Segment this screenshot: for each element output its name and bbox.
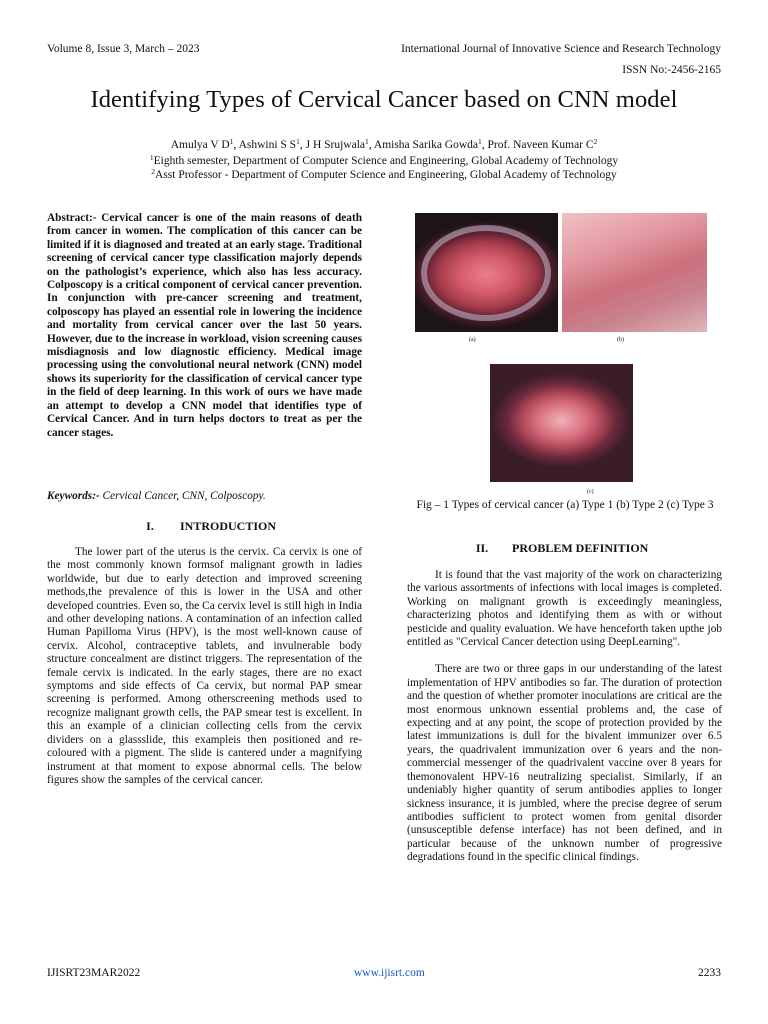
footer-paper-id: IJISRT23MAR2022 <box>47 967 141 979</box>
abstract <box>47 212 362 440</box>
figure-image-type2 <box>562 213 707 332</box>
author-name: Amisha Sarika Gowda <box>373 139 479 151</box>
author-name: Prof. Naveen Kumar C <box>487 139 594 151</box>
problem-body <box>407 569 722 879</box>
author-sup: 1 <box>229 137 234 146</box>
affiliation <box>0 155 768 167</box>
paragraph: The lower part of the uterus is the cervix. Ca cervix is one of the most commonly known formsof malignant growth in ladies worldwide, but due to early detection and improved screening methods,the prevalence of this is lower in the USA and other developed countries. Even so, the Ca cervix level is still high in India and other developing nations. A contamination of an infection called Human Papilloma Virus (HPV), is the most well-known cause of cervix. Alcohol, contraceptive tablets, and invulnerable body structure concealment are distinct triggers. The representation of the female cervix is indicated. In the early stages, there are no exact symptoms and side effects of Ca cervix, but normal PAP smear screening is performed. Among otherscreening methods used to recognize malignant growth cells, the PAP smear test is excellent. In this an example of a clinician collecting cells from the cervix dividers on a glassslide, this exampleis then positioned and re-coloured with a pigment. The slide is cantered under a magnifying instrument at that moment to expose abnormal cells. The below figures show the samples of the cervical cancer. <box>47 546 362 786</box>
author-list: Amulya V $D^1$, Ashwini S $S^1$, J H Srujwala$^1$, Amisha Sarika Gowda$^1$, Prof. Naveen Kumar $C^2$ <box>170 137 598 151</box>
page-number: 2233 <box>698 967 721 979</box>
keywords-text: Cervical Cancer, CNN, Colposcopy. <box>102 490 266 502</box>
section-number: I. <box>146 519 154 533</box>
author-name: Ashwini S S <box>238 139 297 151</box>
keywords <box>47 490 362 503</box>
author-name: Amulya V D <box>170 139 230 151</box>
paragraph: There are two or three gaps in our understanding of the latest implementation of HPV antibodies so far. The duration of protection and the question of whether promoter inoculations are critical are the most enormous unknown essential problems and, the case of expecting and at any point, the scope of protection provided by the latest immunizations is dull for the bivalent immunizer over 6.5 years, the quadrivalent immunization over 6 years and the non-commercial messenger of the quadrivalent vaccine over 8 years for themonovalent HPV-16 neutralizing specialist. Similarly, if an undeniably higher quantity of serum antibodies applies to longer sickness insurance, it is jumbled, where the precise degree of serum antibodies sufficient to protect women from genital disorder (unsusceptible defense interface) has not been defined, and in particular because of the unknown number of progressive degradations found in the specific clinical findings. <box>407 663 722 864</box>
figure-label-a: (a) <box>469 337 476 343</box>
affiliation-sup: 2 <box>151 167 155 176</box>
author-sup: 1 <box>365 137 369 146</box>
paper-title: Identifying Types of Cervical Cancer based on CNN model <box>90 86 678 113</box>
section-title: PROBLEM DEFINITION <box>512 541 649 555</box>
affiliation-sup: 1 <box>149 153 154 162</box>
affiliation-text: Asst Professor - Department of Computer Science and Engineering, Global Academy of Technology <box>155 169 617 181</box>
author-sup: 1 <box>296 137 300 146</box>
journal-name: International Journal of Innovative Science and Research Technology <box>401 43 721 55</box>
figure-label-b: (b) <box>617 337 624 343</box>
affiliation <box>0 169 768 181</box>
keywords-label: Keywords:- <box>47 490 100 502</box>
section-heading-introduction <box>120 519 276 534</box>
section-number: II. <box>475 541 489 555</box>
author-name: J H Srujwala <box>305 139 366 151</box>
abstract-label: Abstract:- <box>47 212 97 224</box>
figure-caption: Fig – 1 Types of cervical cancer (a) Type 1 (b) Type 2 (c) Type 3 <box>416 499 714 511</box>
figure-image-type1 <box>415 213 558 332</box>
section-title: INTRODUCTION <box>180 519 277 533</box>
issn: ISSN No:-2456-2165 <box>622 64 721 76</box>
figure-image-type3 <box>490 364 633 482</box>
section-heading-problem <box>452 541 648 556</box>
figure-label-c: (c) <box>587 489 594 495</box>
author-sup: 1 <box>478 137 482 146</box>
affiliation-text: Eighth semester, Department of Computer Science and Engineering, Global Academy of Technology <box>153 155 619 167</box>
introduction-body <box>47 546 362 787</box>
abstract-text: Cervical cancer is one of the main reasons of death from cancer in women. The complication of this cancer can be limited if it is diagnosed and treated at an early stage. Traditional screening of cervical cancer type classification majorly depends on the pathologist’s experience, which also has less accuracy. Colposcopy is a critical component of cervical cancer prevention. In conjunction with pre-cancer screening and treatment, colposcopy has played an essential role in lowering the incidence and mortality from cervical cancer over the last 50 years. However, due to the increase in workload, vision screening causes misdiagnosis and low diagnostic efficiency. Medical image processing using the convolutional neural network (CNN) model shows its superiority for the classification of cervical cancer type in the field of deep learning. In this work of ours we have made an attempt to develop a CNN model that identifies type of Cervical Cancer. And in turn helps doctors to treat as per the cancer stages. <box>47 212 362 439</box>
footer-website-link[interactable]: www.ijisrt.com <box>354 967 425 979</box>
author-sup: 2 <box>593 137 598 146</box>
volume-info: Volume 8, Issue 3, March – 2023 <box>47 43 200 55</box>
paragraph: It is found that the vast majority of the work on characterizing the various assortments of infections with local images is completed. Working on malignant growth is exceedingly meaningless, characterizing photos and identifying them as with or without pesticide and quality evaluation. We have henceforth taken upthe job entitled as "Cervical Cancer detection using DeepLearning". <box>407 569 722 649</box>
